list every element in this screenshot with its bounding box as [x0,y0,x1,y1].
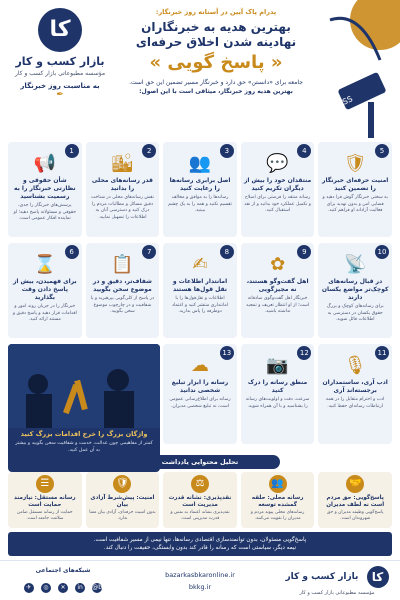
feature-desc: کمتر از مفاهیمی چون عدالت، خدمت و شفافیت سخن بگویید و بیشتر به آن عمل کنید. [15,441,153,453]
card-title: شأن حقوقی و نظارتی خبرنگار را به رسمیت بشناسید [13,177,76,200]
card-number: 3 [220,144,234,158]
outcome-title: نقدپذیری: نشانه قدرت مدیریت است [168,495,232,508]
card-desc: رسانه برای اطلاع‌رسانی عمومی است، نه تبلیغ شخصی مدیران. [169,397,231,409]
podium-icon: 🎙 [343,355,367,376]
shield-icon: 🛡 [343,153,367,174]
svg-text:PRESS: PRESS [327,94,355,114]
card-desc: خبرنگار اهل گفت‌وگوی صادقانه است؛ از او انتظار تعریف و تمجید نداشته باشید. [246,296,310,314]
card-title: ادب آری، ساستمداران برجسته‌اند آری [322,379,388,394]
footer-logo: کا [367,566,389,588]
feature-title: واژگان بزرگ را خرج اقدامات بزرگ کنید [20,430,148,438]
pen-icon: ✍ [192,254,208,275]
principle-card [318,243,392,338]
principle-card [241,243,315,338]
footer-brand-sub: مؤسسه مطبوعاتی بازار کسب و کار [299,590,375,596]
feather-icon: ✒ [56,90,64,100]
outcome-card [8,472,82,528]
card-number: 6 [65,245,79,259]
brand-name: بازار کسب و کار [15,55,105,68]
social-icons [8,577,143,596]
dedication-text: پدرام پاک آیین در آستانه روز خبرنگار: [155,8,277,16]
card-desc: ادب و احترام متقابل را در همه ارتباطات رسانه‌ای حفظ کنید. [325,397,385,409]
card-title: رسانه را ابزار تبلیغ شخصی ندانید [171,379,229,394]
intro-line1: جامعه برای «دانستن» حق دارد و خبرنگار مسیر تضمین این حق است. [129,79,303,86]
card-number: 11 [375,346,389,360]
outcome-title: پاسخ‌گویی: حق مردم است نه لطف مدیران [326,495,385,508]
card-title: برای فهمیدن، بیش از پاسخ دادن وقت بگذارید [12,278,77,301]
outcome-card [86,472,160,528]
card-number: 2 [142,144,156,158]
footer [0,560,400,600]
card-title: امانتدار اطلاعات و نقل قول‌ها هستند [172,278,228,293]
outcome-desc: نقدپذیری نشانه اعتماد به نفس و قدرت مدیریتی است. [170,510,230,521]
card-desc: در پاسخ از کلی‌گویی بپرهیزید و با شفافیت و در چارچوب موضوع سخن بگویید. [90,296,155,314]
card-number: 1 [65,144,79,158]
principles-grid [8,142,392,476]
page-title-line1: بهترین هدیه به خبرنگاران [141,20,291,34]
brand-subtitle: مؤسسه مطبوعاتی بازار کسب و کار [14,70,106,77]
card-desc: نقش رسانه‌های محلی در شناخت دقیق مسائل و مطالبات مردم را درک کنید و دسترسی آنان به اطلاعات را تسهیل نمایید. [90,195,154,220]
balance-icon: ⚖ [191,475,209,493]
card-desc: خبرنگار را در جریان روند امور و اقدامات قرار دهید و پاسخ دقیق و مستند ارائه کنید. [12,304,77,322]
intro-line2: بهترین هدیه روز خبرنگار، میثاقی است با این اصول: [139,88,293,95]
website-link-2[interactable]: bkkg.ir [188,583,212,591]
quote-word: « پاسخ گویی » [149,52,283,73]
brand-logo: کا [38,8,82,52]
shield-icon: 🛡 [113,475,131,493]
telegram-icon[interactable]: ✈ [24,583,34,593]
footer-social [8,567,143,596]
card-desc: سرعت، دقت و اولویت‌های رسانه را بشناسید و با آن همراه شوید. [245,397,310,409]
checklist-icon: 📋 [111,254,134,275]
principle-card [86,142,160,237]
outcome-card [318,472,392,528]
press-conference-illustration [8,344,160,428]
card-number: 8 [220,245,234,259]
footer-brand [282,566,392,596]
card-desc: رسانه‌ها را به موافق و مخالف تقسیم نکنید و همه را به یک چشم ببینید. [168,195,232,213]
banner-line1: پاسخ‌گویی مسئولان، بدون توانمندسازی اقتصادی رسانه‌ها، تنها نیمی از مسیر شفافیت است. [93,537,307,543]
outcome-desc: بدون امنیت حرفه‌ای، آزادی بیان معنا ندارد. [89,510,156,521]
card-title: اهل گفت‌وگو هستند، نه مجیزگویی [246,278,309,293]
feature-caption [14,430,154,454]
card-title: شفاف‌تر، دقیق و در موضوع سخن بگویید [92,278,152,293]
page-title-line2: نهادینه شدن اخلاق حرفه‌ای [135,35,297,49]
principles-row-2 [8,243,392,338]
card-desc: اطلاعات و نقل‌قول‌ها را با امانتداری منتشر کنید و اعتماد دوطرفه را پاس بدارید. [171,296,229,314]
outcome-desc: رسانه‌های محلی پیوند مردم و مدیران را تقویت می‌کنند. [250,510,305,521]
linkedin-icon[interactable]: in [75,583,85,593]
camera-icon: 📷 [266,355,289,376]
card-number: 9 [297,245,311,259]
outcomes-row [8,472,392,528]
flower-icon: ✿ [270,254,286,275]
card-number: 10 [375,245,389,259]
header [0,0,400,140]
social-handle[interactable]: @bazarkasbokar [92,583,143,591]
feature-card [8,344,160,472]
card-desc: پرسش‌های خبرنگار را جدی، حقوقی و مسئولانه پاسخ دهید؛ او نماینده افکار عمومی است. [13,203,77,221]
principle-card [163,344,237,444]
card-number: 12 [297,346,311,360]
card-desc: برای رسانه‌های کوچک و بزرگ حقوق یکسان در دسترسی به اطلاعات قائل شوید. [326,304,384,322]
x-icon[interactable]: ✕ [58,583,68,593]
megaphone-icon: 📢 [33,153,57,174]
closing-banner [8,532,392,556]
footer-sites [150,569,250,593]
outcomes-title: تحلیل محتوایی یادداشت [120,455,280,469]
outcome-card [241,472,315,528]
principle-card [86,243,160,338]
broadcast-icon: 📡 [343,254,367,275]
people-icon: 👥 [269,475,287,493]
card-title: در قبال رسانه‌های کوچک‌تر مواضع یکسان دارند [321,278,389,301]
social-label: شبکه‌های اجتماعی [35,567,91,574]
outcome-title: رسانه محلی: حلقه گمشده توسعه [251,495,304,508]
footer-brand-name: بازار کسب و کار [285,572,359,582]
card-title: اصل برابری رسانه‌ها را رعایت کنید [169,177,231,192]
principle-card [8,243,82,338]
instagram-icon[interactable]: ◎ [41,583,51,593]
principle-card [241,142,315,237]
people-icon: 👥 [188,153,212,174]
card-number: 13 [220,346,234,360]
card-number: 5 [375,144,389,158]
outcome-desc: حمایت از رسانه مستقل ضامن سلامت جامعه است. [16,510,73,521]
card-title: منطق رسانه را درک کنید [247,379,308,394]
banner-line2: نیمه دیگر، سیاستی است که رسانه را قادر کند بدون وابستگی، حقیقت را دنبال کند. [103,545,297,551]
city-icon: 🏙 [110,153,134,174]
outcome-title: امنیت: پیش‌شرط آزادی بیان [90,495,155,508]
card-number: 4 [297,144,311,158]
stack-icon: ☰ [36,475,54,493]
principles-row-1 [8,142,392,237]
press-microphone-illustration [320,0,400,140]
outcome-card [163,472,237,528]
brand-block [6,8,114,100]
principle-card [163,142,237,237]
headline-block [116,8,316,96]
card-number: 7 [142,245,156,259]
principle-card [241,344,315,444]
outcome-desc: پاسخ‌گویی وظیفه مدیران و حق شهروندان است. [326,510,384,521]
principle-card [318,344,392,444]
principle-card [163,243,237,338]
card-title: قدر رسانه‌های محلی را بدانید [91,177,153,192]
website-link-1[interactable]: bazarkasbkaronline.ir [165,571,235,579]
cloud-icon: ☁ [190,355,209,376]
chat-icon: 💬 [266,153,289,174]
handshake-icon: 🤝 [346,475,364,493]
card-title: منتقدان خود را بیش از دیگران تکریم کنید [243,177,312,192]
occasion-text: به مناسبت روز خبرنگار [20,82,100,90]
card-desc: رسانه منتقد را فرصتی برای اصلاح و تکمیل عملکرد خود بدانید و از نقد استقبال کنید. [244,195,312,213]
principle-card [318,142,392,237]
card-title: امنیت حرفه‌ای خبرنگار را تضمین کنید [322,177,389,192]
card-desc: به سختی خبرنگار گوش فرا دهید و فضایی امن و بدون تهدید برای فعالیت آزادانه او فراهم کنید. [322,195,388,213]
principle-card [8,142,82,237]
outcome-title: رسانه مستقل: نیازمند حمایت است [14,495,76,508]
hourglass-icon: ⌛ [33,254,57,275]
